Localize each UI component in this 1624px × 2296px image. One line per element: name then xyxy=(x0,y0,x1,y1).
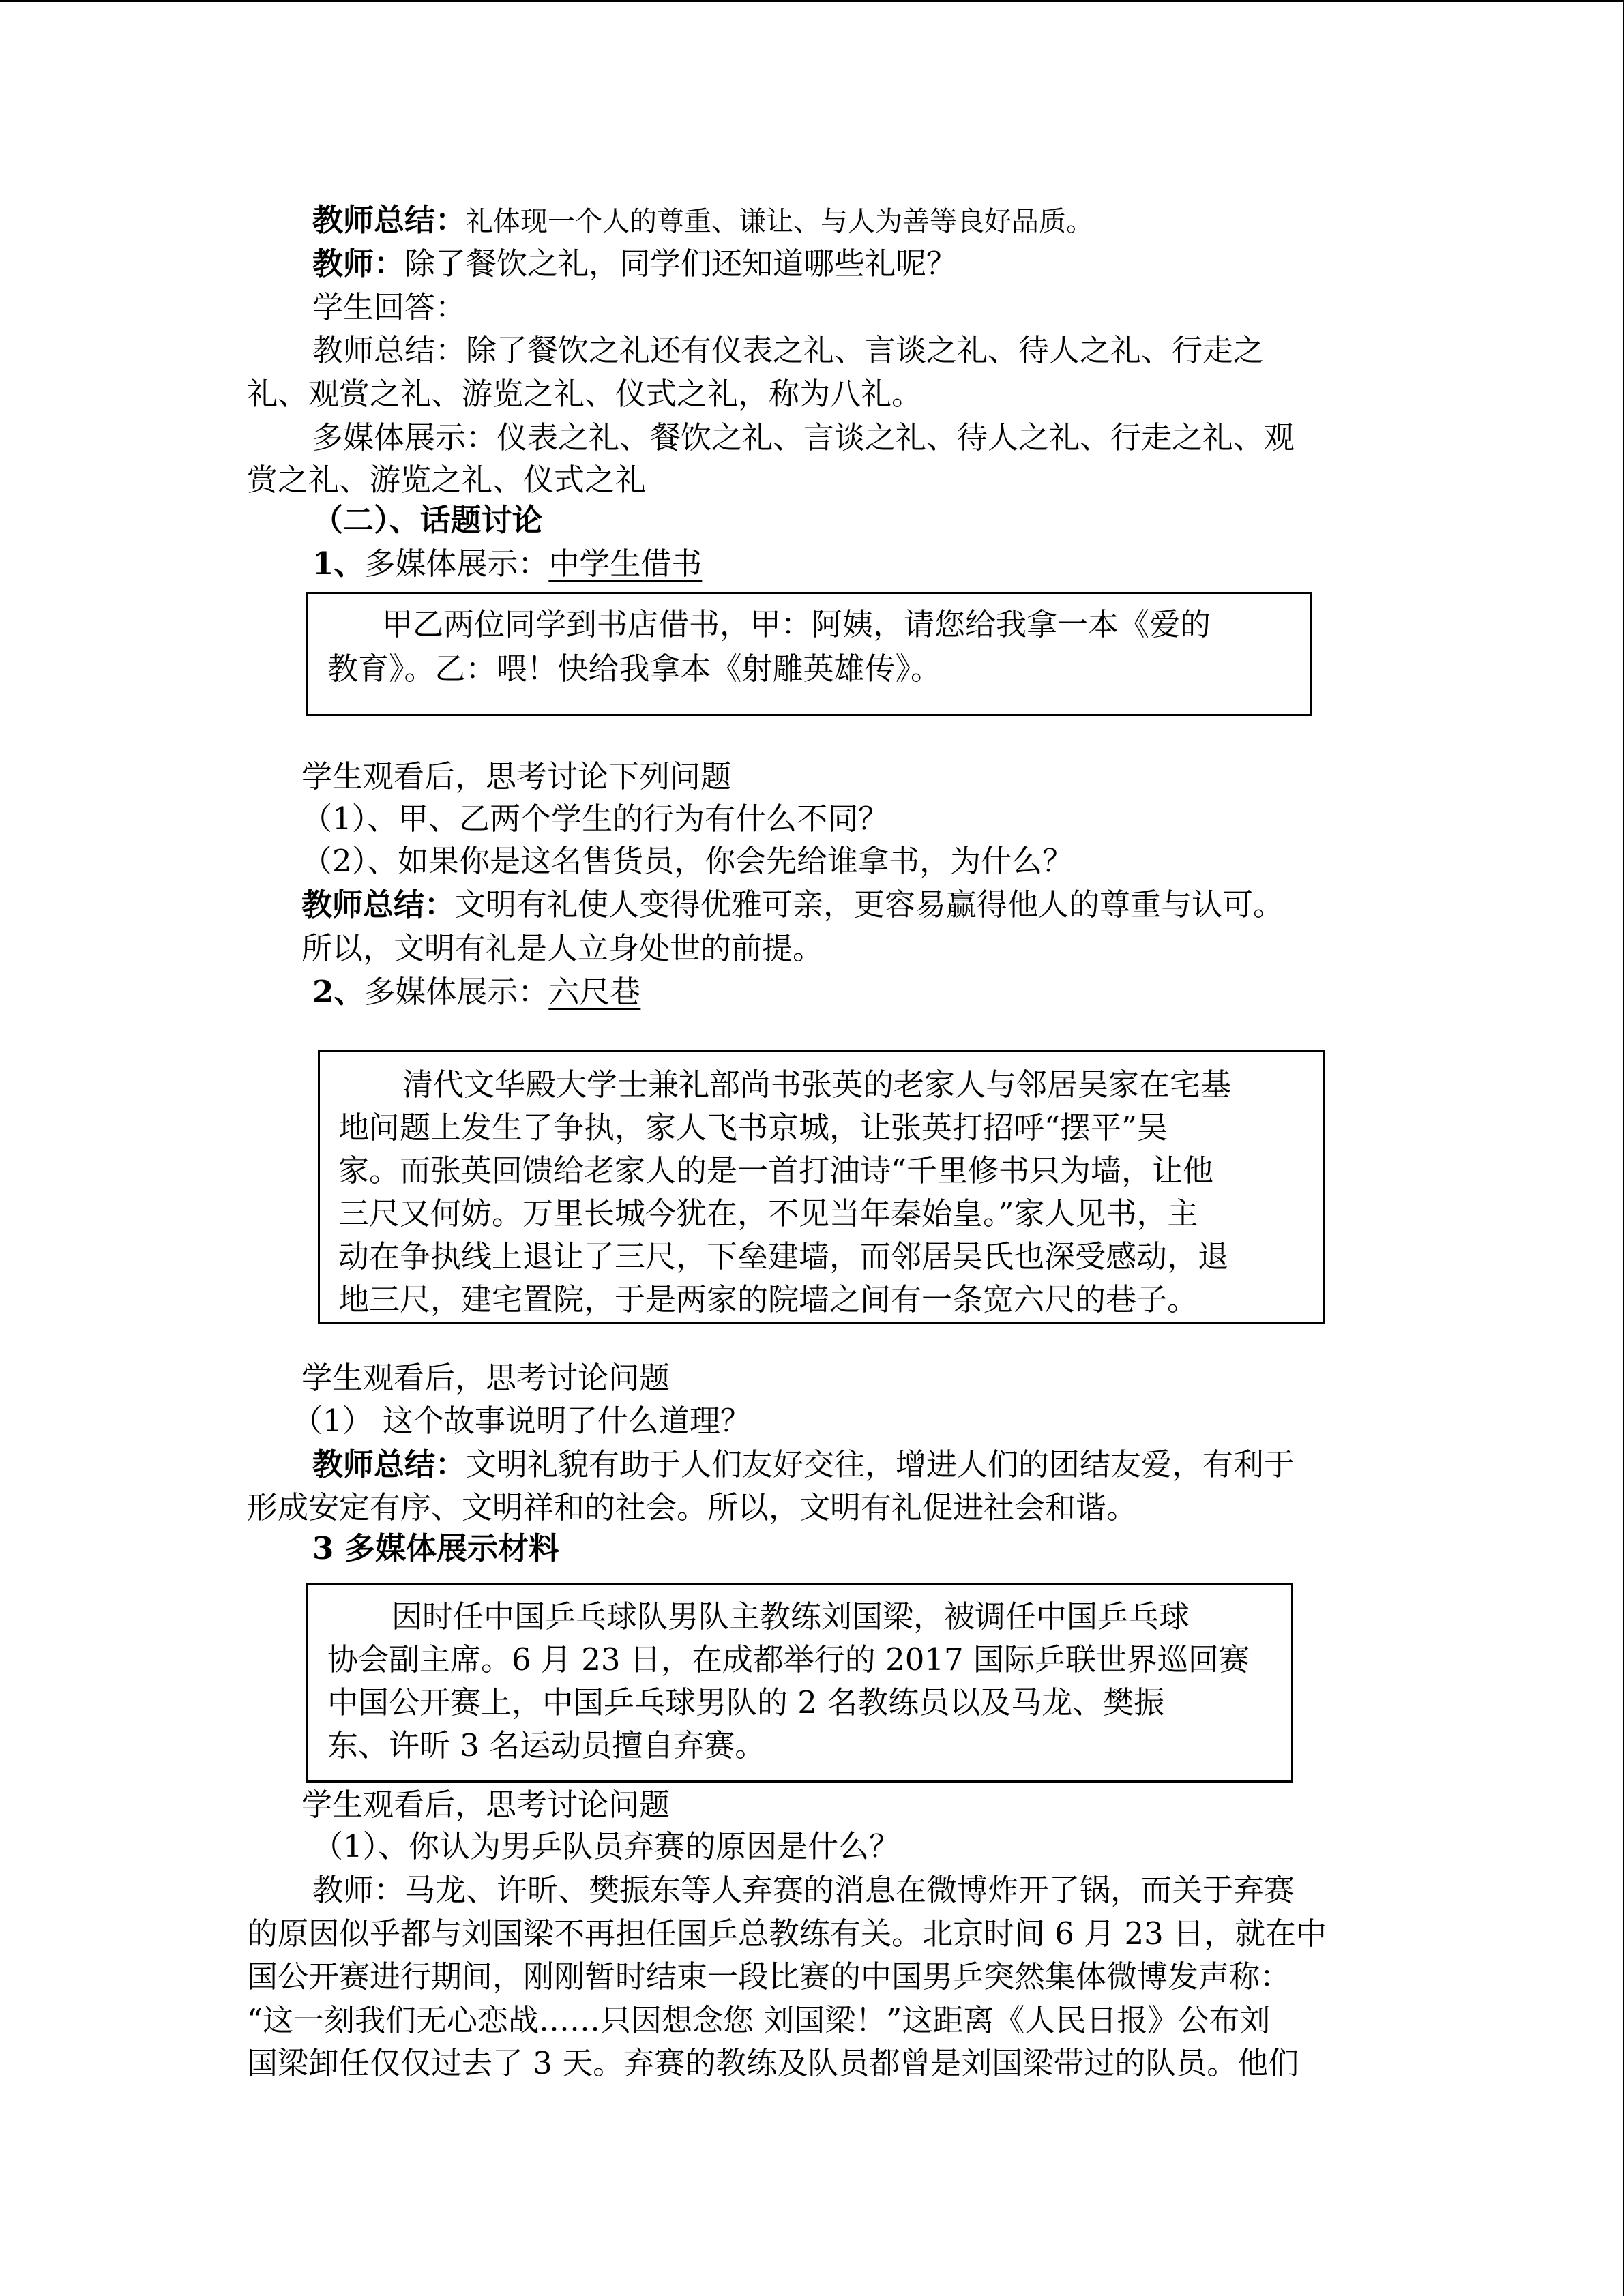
teacher-summary-eight-rites-2: 礼、观赏之礼、游览之礼、仪式之礼，称为八礼。 xyxy=(247,376,923,412)
question-1a: （1）、甲、乙两个学生的行为有什么不同？ xyxy=(301,801,889,837)
teacher-question-text: 除了餐饮之礼，同学们还知道哪些礼呢？ xyxy=(404,245,958,282)
teacher-summary-label: 教师总结： xyxy=(312,1446,467,1482)
item-2-title: 六尺巷 xyxy=(548,974,641,1010)
teacher-summary-label: 教师总结： xyxy=(301,886,456,923)
question-intro-3: 学生观看后，思考讨论问题 xyxy=(301,1787,670,1823)
story-box-2-line-1: 清代文华殿大学士兼礼部尚书张英的老家人与邻居吴家在宅基 xyxy=(402,1067,1232,1103)
teacher-summary-text: 文明礼貌有助于人们友好交往，增进人们的团结友爱，有利于 xyxy=(466,1446,1295,1482)
question-2a: （1） 这个故事说明了什么道理？ xyxy=(292,1403,751,1439)
news-box-line-2: 协会副主席。6 月 23 日，在成都举行的 2017 国际乒联世界巡回赛 xyxy=(327,1641,1250,1678)
item-1-title: 中学生借书 xyxy=(548,546,703,582)
story-box-2-line-3: 家。而张英回馈给老家人的是一首打油诗“千里修书只为墙，让他 xyxy=(338,1152,1214,1189)
page-top-border xyxy=(0,0,1624,2)
item-1-label: 多媒体展示： xyxy=(364,546,549,582)
teacher-paragraph-line-1: 教师：马龙、许昕、樊振东等人弃赛的消息在微博炸开了锅，而关于弃赛 xyxy=(312,1872,1295,1908)
student-answer: 学生回答： xyxy=(312,289,467,325)
teacher-label: 教师： xyxy=(312,245,405,282)
news-box-line-3: 中国公开赛上，中国乒乓球男队的 2 名教练员以及马龙、樊振 xyxy=(327,1684,1165,1720)
question-intro-1: 学生观看后，思考讨论下列问题 xyxy=(301,758,732,794)
multimedia-rites-1: 多媒体展示：仪表之礼、餐饮之礼、言谈之礼、待人之礼、行走之礼、观 xyxy=(312,419,1295,456)
story-box-2-line-5: 动在争执线上退让了三尺，下垒建墙，而邻居吴氏也深受感动，退 xyxy=(338,1238,1229,1274)
teacher-paragraph-line-5: 国梁卸任仅仅过去了 3 天。弃赛的教练及队员都曾是刘国梁带过的队员。他们 xyxy=(247,2045,1299,2081)
news-box-line-4: 东、许昕 3 名运动员擅自弃赛。 xyxy=(327,1727,766,1763)
story-box-1-line-2: 教育》。乙：喂！快给我拿本《射雕英雄传》。 xyxy=(327,651,942,687)
item-2-heading xyxy=(312,971,640,1013)
teacher-summary-2 xyxy=(301,884,1284,926)
section-title-topic-discussion: （二）、话题讨论 xyxy=(312,502,543,538)
teacher-summary-eight-rites-1: 教师总结：除了餐饮之礼还有仪表之礼、言谈之礼、待人之礼、行走之 xyxy=(312,332,1265,368)
story-box-1-line-1: 甲乙两位同学到书店借书，甲：阿姨，请您给我拿一本《爱的 xyxy=(382,606,1211,642)
item-3-heading: 3 多媒体展示材料 xyxy=(312,1530,559,1566)
question-1b: （2）、如果你是这名售货员，你会先给谁拿书，为什么？ xyxy=(301,843,1074,879)
news-box-line-1: 因时任中国乒乓球队男队主教练刘国梁，被调任中国乒乓球 xyxy=(392,1598,1190,1635)
story-box-2-line-6: 地三尺，建宅置院，于是两家的院墙之间有一条宽六尺的巷子。 xyxy=(338,1281,1198,1317)
teacher-summary-3-line-2: 形成安定有序、文明祥和的社会。所以，文明有礼促进社会和谐。 xyxy=(247,1489,1138,1525)
item-2-label: 多媒体展示： xyxy=(364,974,549,1010)
teacher-question xyxy=(312,243,957,285)
teacher-summary-text: 文明有礼使人变得优雅可亲，更容易赢得他人的尊重与认可。 xyxy=(455,886,1284,923)
question-intro-2: 学生观看后，思考讨论问题 xyxy=(301,1360,670,1396)
story-box-2-line-4: 三尺又何妨。万里长城今犹在，不见当年秦始皇。”家人见书，主 xyxy=(338,1195,1198,1232)
teacher-summary-1 xyxy=(312,199,1093,243)
teacher-paragraph-line-3: 国公开赛进行期间，刚刚暂时结束一段比赛的中国男乒突然集体微博发声称： xyxy=(247,1958,1291,1995)
multimedia-rites-2: 赏之礼、游览之礼、仪式之礼 xyxy=(247,462,647,498)
item-1-prefix: 1、 xyxy=(312,546,365,582)
item-2-prefix: 2、 xyxy=(312,974,365,1010)
teacher-summary-label: 教师总结： xyxy=(312,202,467,238)
story-box-2-line-2: 地问题上发生了争执，家人飞书京城，让张英打招呼“摆平”吴 xyxy=(338,1109,1168,1146)
item-1-heading xyxy=(312,543,702,585)
teacher-summary-2-line-2: 所以，文明有礼是人立身处世的前提。 xyxy=(301,930,824,966)
teacher-summary-text: 礼体现一个人的尊重、谦让、与人为善等良好品质。 xyxy=(466,206,1094,237)
question-3a: （1）、你认为男乒队员弃赛的原因是什么？ xyxy=(312,1828,900,1864)
teacher-paragraph-line-4: “这一刻我们无心恋战……只因想念您 刘国梁！”这距离《人民日报》公布刘 xyxy=(247,2002,1271,2038)
teacher-paragraph-line-2: 的原因似乎都与刘国梁不再担任国乒总教练有关。北京时间 6 月 23 日，就在中 xyxy=(247,1915,1327,1952)
teacher-summary-3 xyxy=(312,1444,1295,1486)
